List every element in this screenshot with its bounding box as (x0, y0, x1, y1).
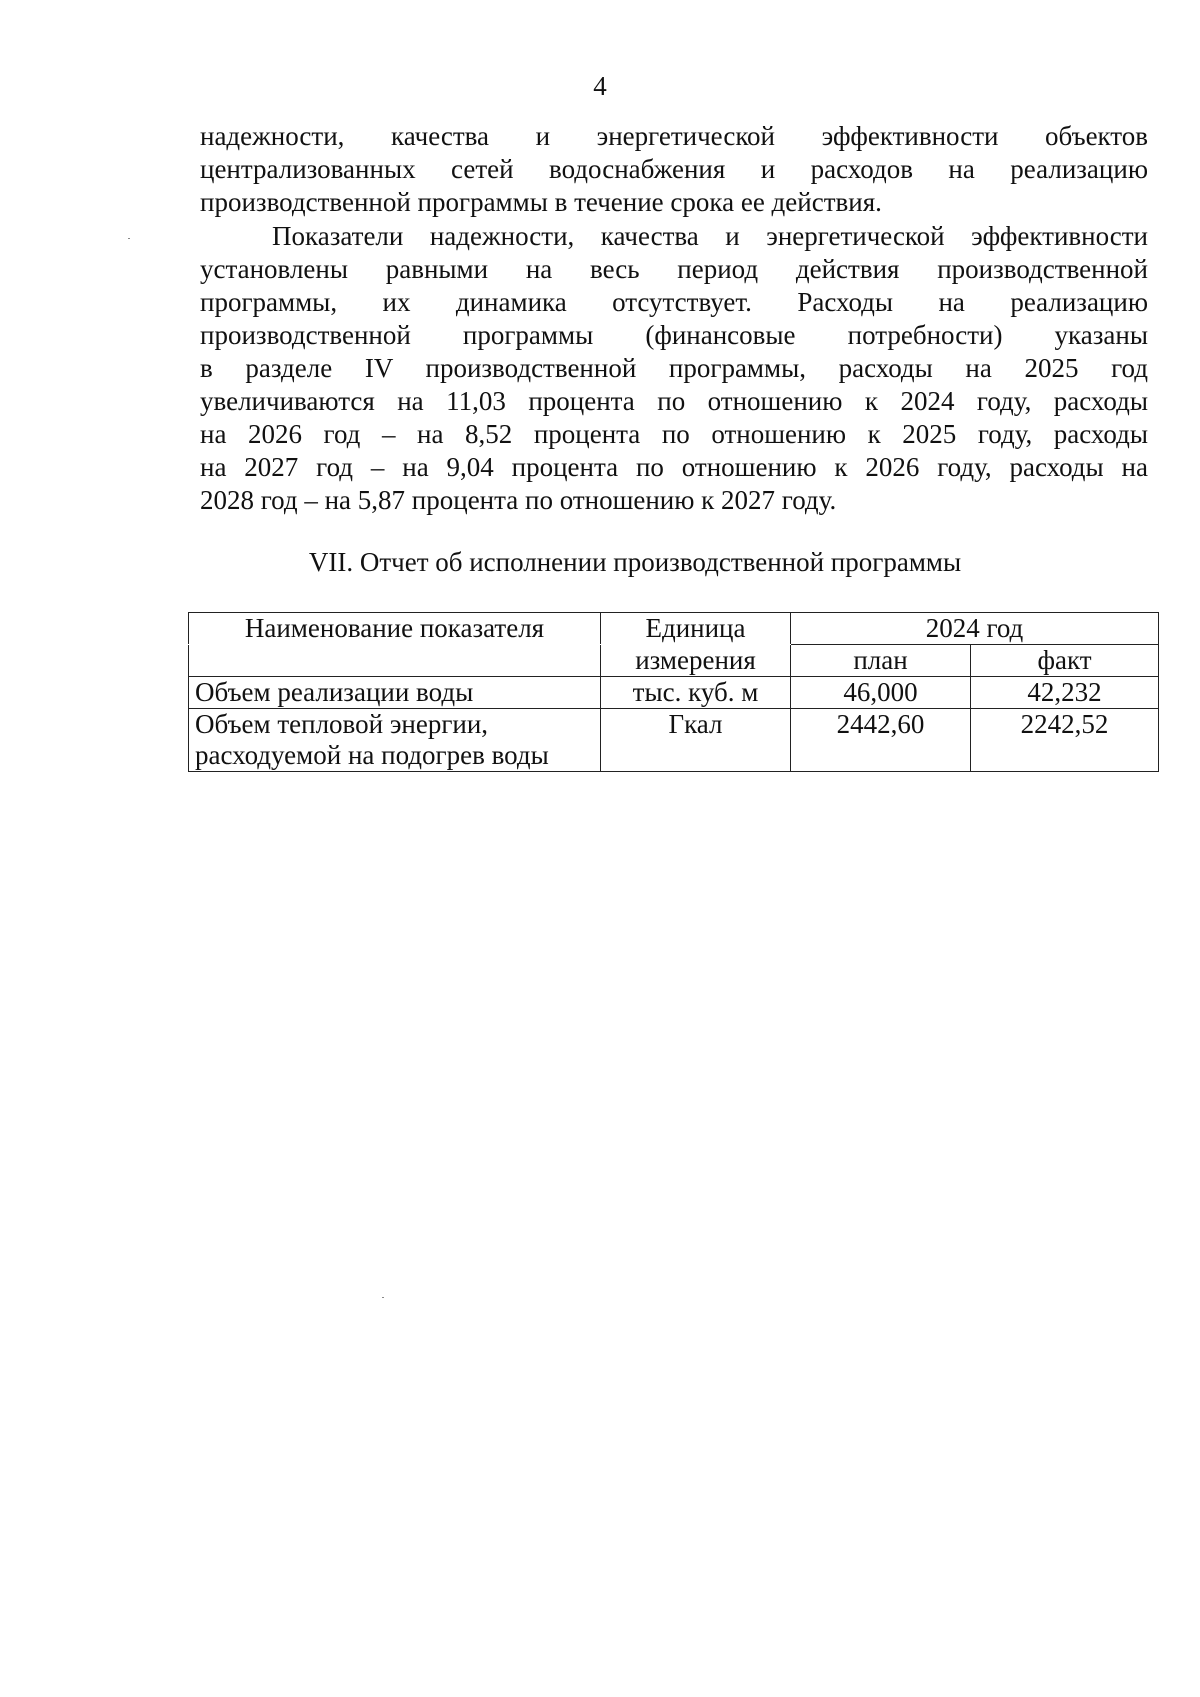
header-year: 2024 год (791, 613, 1159, 645)
table-subheader-row (189, 645, 1159, 677)
paragraph-line: 2028 год – на 5,87 процента по отношению к 2027 году. (200, 485, 837, 515)
row-plan: 2442,60 (791, 709, 971, 772)
row-name-line: Объем реализации воды (195, 677, 474, 707)
table-header-row (189, 613, 1159, 645)
row-indicator-name (189, 709, 601, 772)
header-plan: план (791, 645, 971, 677)
paragraph-indicators (200, 220, 1148, 517)
paragraph-line: Показатели надежности, качества и энергетической эффективности (272, 221, 1148, 251)
section-heading: VII. Отчет об исполнении производственной программы (308, 547, 962, 577)
row-plan: 46,000 (791, 677, 971, 709)
row-fact: 42,232 (971, 677, 1159, 709)
paragraph-continuation (200, 120, 1148, 219)
report-table (188, 612, 1159, 772)
header-fact: факт (971, 645, 1159, 677)
row-name-line: Объем тепловой энергии, (195, 709, 489, 739)
scan-speck (382, 1297, 384, 1298)
paragraph-line: программы, их динамика отсутствует. Расходы на реализацию (200, 287, 1148, 317)
row-fact: 2242,52 (971, 709, 1159, 772)
paragraph-line: на 2027 год – на 9,04 процента по отношению к 2026 году, расходы на (200, 452, 1148, 482)
row-unit: Гкал (601, 709, 791, 772)
header-unit-line1: Единица (601, 613, 791, 645)
row-name-line: расходуемой на подогрев воды (195, 740, 549, 770)
header-indicator-name: Наименование показателя (189, 613, 601, 645)
row-indicator-name (189, 677, 601, 709)
header-unit-line2: измерения (601, 645, 791, 677)
table-row (189, 677, 1159, 709)
paragraph-line: в разделе IV производственной программы, расходы на 2025 год (200, 353, 1148, 383)
row-unit: тыс. куб. м (601, 677, 791, 709)
paragraph-line: централизованных сетей водоснабжения и расходов на реализацию (200, 154, 1148, 184)
paragraph-line: надежности, качества и энергетической эффективности объектов (200, 121, 1148, 151)
paragraph-line: производственной программы (финансовые потребности) указаны (200, 320, 1148, 350)
paragraph-line: увеличиваются на 11,03 процента по отношению к 2024 году, расходы (200, 386, 1148, 416)
header-indicator-name-blank (189, 645, 601, 677)
table-row (189, 709, 1159, 772)
paragraph-line: установлены равными на весь период действия производственной (200, 254, 1148, 284)
paragraph-line: производственной программы в течение срока ее действия. (200, 187, 882, 217)
paragraph-line: на 2026 год – на 8,52 процента по отношению к 2025 году, расходы (200, 419, 1148, 449)
scan-speck (128, 238, 130, 239)
page-number: 4 (593, 71, 607, 101)
